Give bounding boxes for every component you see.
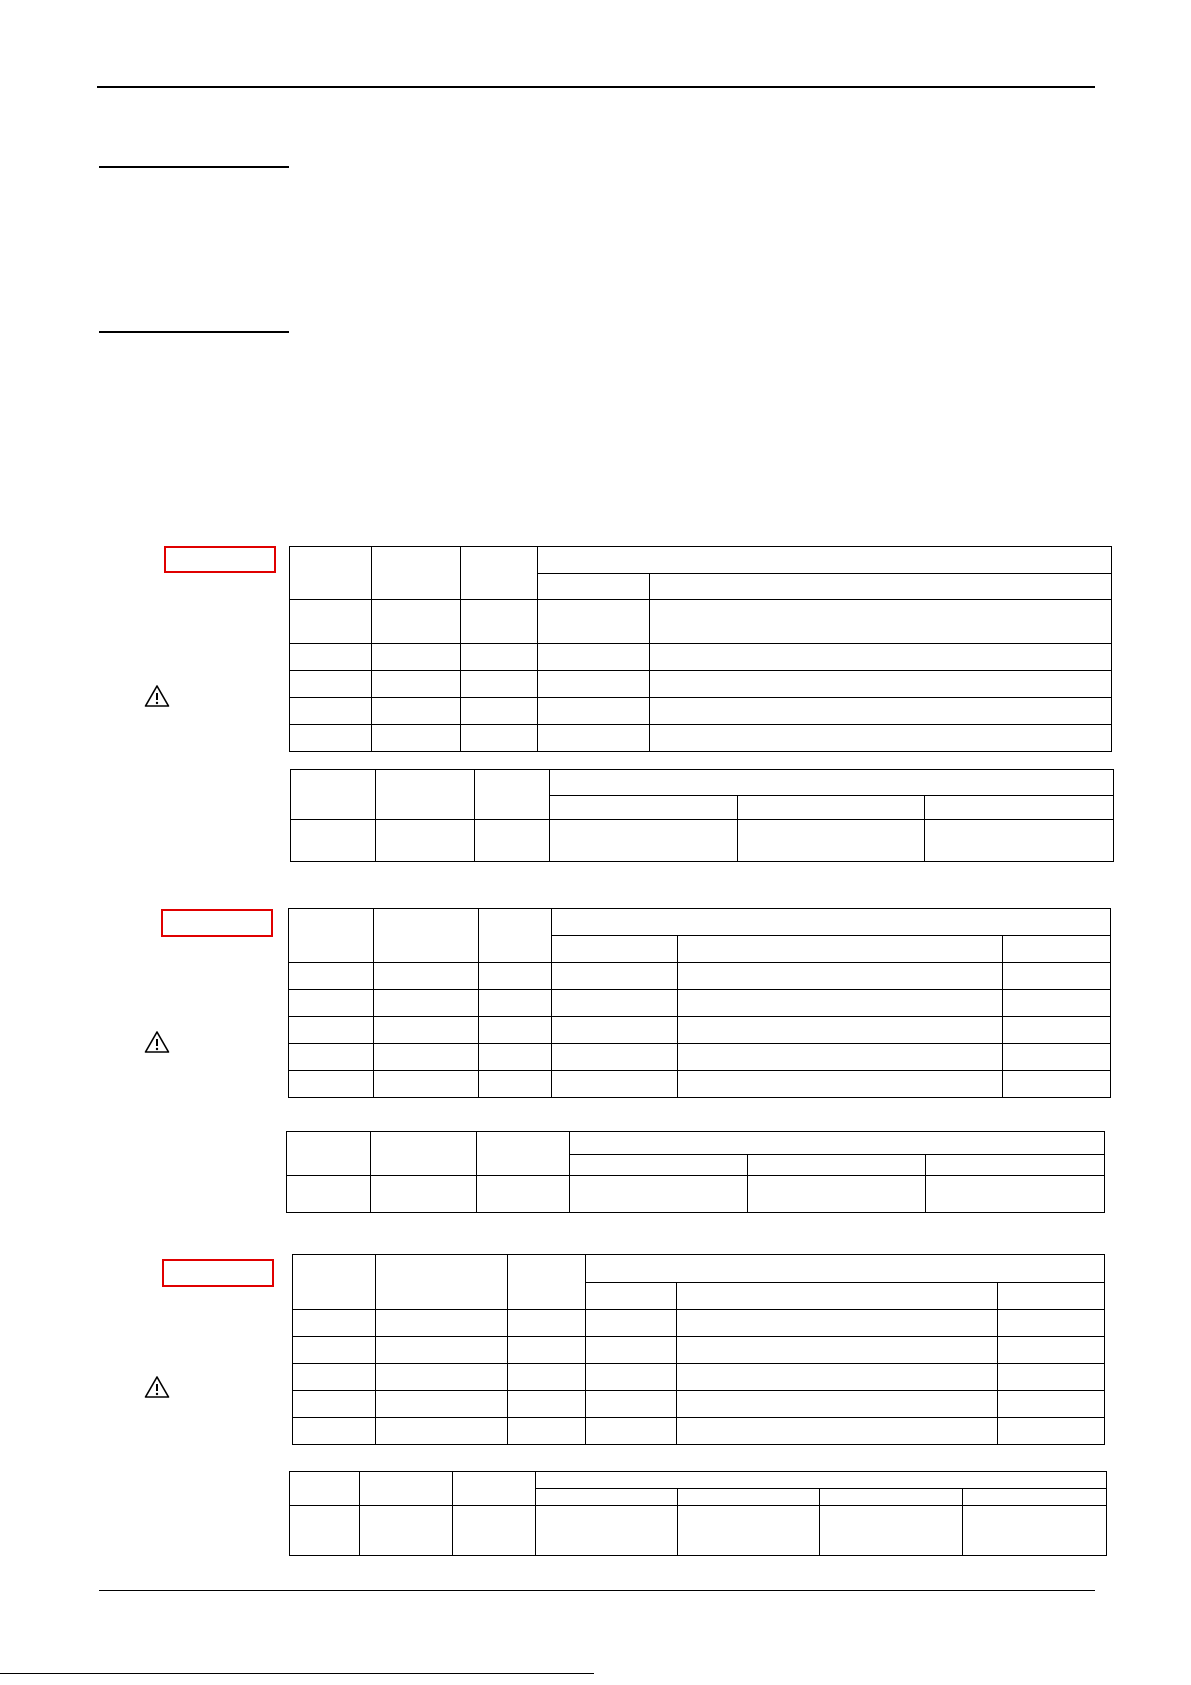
table-row bbox=[290, 725, 1112, 752]
table-row bbox=[293, 1418, 1105, 1445]
table-cell bbox=[461, 547, 538, 600]
table-row bbox=[293, 1364, 1105, 1391]
section-1-main-table bbox=[289, 546, 1112, 752]
table-row bbox=[290, 600, 1112, 644]
table-cell bbox=[372, 547, 461, 600]
warning-triangle-icon bbox=[144, 1375, 170, 1399]
section-2-sub-table bbox=[286, 1131, 1105, 1213]
table-row bbox=[291, 820, 1114, 862]
table-row bbox=[293, 1310, 1105, 1337]
heading-underline-1 bbox=[99, 166, 289, 168]
table-row bbox=[290, 644, 1112, 671]
table-row bbox=[290, 671, 1112, 698]
table-cell bbox=[538, 547, 1112, 574]
header-rule bbox=[97, 86, 1095, 88]
table-row bbox=[289, 990, 1111, 1017]
table-row bbox=[290, 1506, 1107, 1556]
section-3-sub-table bbox=[289, 1471, 1107, 1556]
footer-rule bbox=[99, 1590, 1095, 1591]
table-row bbox=[289, 1044, 1111, 1071]
section-2-callout bbox=[161, 909, 273, 937]
warning-triangle-icon bbox=[144, 684, 170, 708]
section-1-callout bbox=[164, 546, 276, 573]
table-row bbox=[289, 1071, 1111, 1098]
section-1-sub-table bbox=[290, 769, 1114, 862]
table-row bbox=[289, 963, 1111, 990]
section-3-callout bbox=[162, 1259, 274, 1287]
footnote-separator bbox=[0, 1673, 594, 1674]
section-3-main-table bbox=[292, 1254, 1105, 1445]
section-2-main-table bbox=[288, 908, 1111, 1098]
table-row bbox=[289, 1017, 1111, 1044]
table-row bbox=[287, 1176, 1105, 1213]
table-cell bbox=[538, 574, 650, 600]
warning-triangle-icon bbox=[144, 1030, 170, 1054]
table-row bbox=[290, 698, 1112, 725]
table-cell bbox=[650, 574, 1112, 600]
table-row bbox=[293, 1337, 1105, 1364]
table-cell bbox=[290, 547, 372, 600]
heading-underline-2 bbox=[99, 331, 289, 333]
table-row bbox=[293, 1391, 1105, 1418]
